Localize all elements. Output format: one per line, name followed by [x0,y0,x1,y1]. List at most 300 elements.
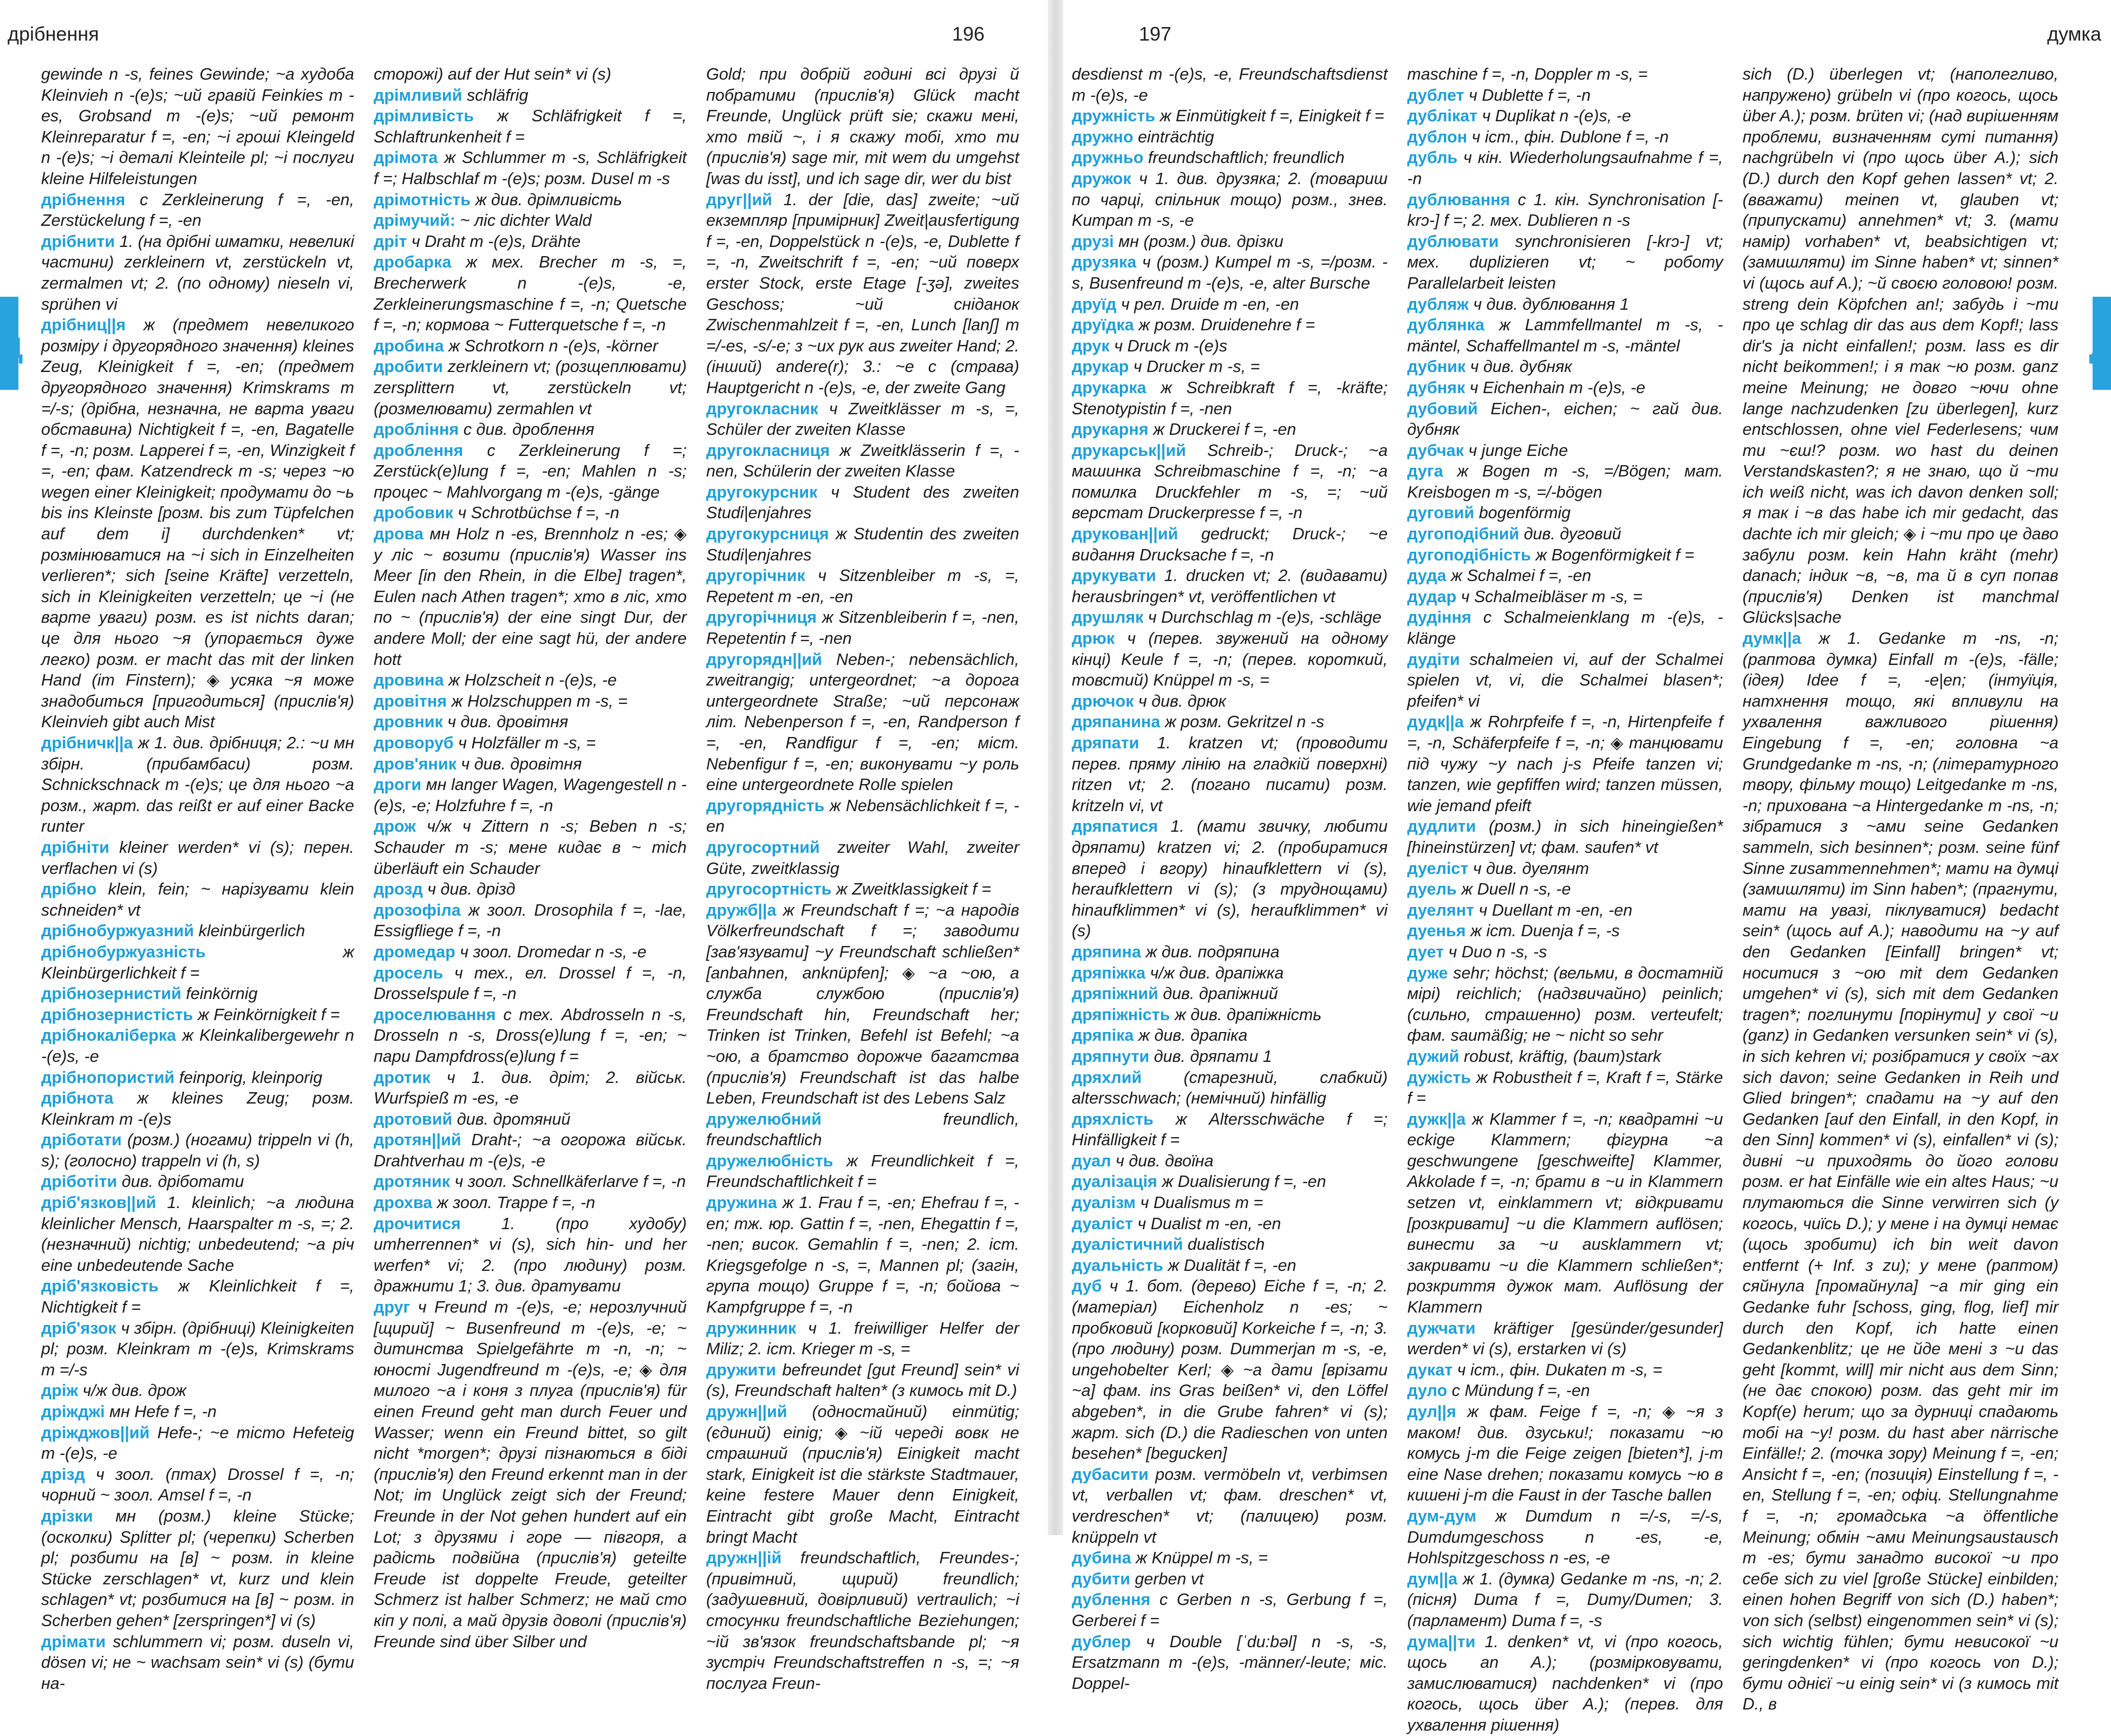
dictionary-entry [1072,168,1387,231]
headword: дубина [1072,1549,1131,1568]
headword: дряпанина [1072,713,1161,732]
definition-text: ч Student des zweiten Studi|enjahres [706,482,1019,523]
entry-continuation [706,64,1019,190]
dictionary-entry [1072,1464,1387,1548]
definition-text: ж Bogenförmigkeit f = [1535,545,1695,564]
headword: дряпати [1072,734,1139,752]
dictionary-entry [41,733,354,837]
dictionary-entry [41,1088,354,1130]
headword: другорядн||ий [706,650,822,669]
definition-text: 1. (про худобу) umherrennen* vi (s), sich hin- und her werfen* vi; 2. (про людину) розм. дражнити 1; 3. див. дратувати [374,1214,687,1296]
dictionary-entry [374,879,687,900]
definition-text: Neben-; nebensächlich, zweitrangig; untergeordnet; ~а дорога untergeordnete Straße; ~ий персонаж літ. Nebenperson f =, -en, Randperson f =, -en, Randfigur f =, -en; міст. Nebenfigur f =, -en; виконувати ~у роль eine untergeordnete Rolle spielen [706,650,1019,794]
entry-continuation [1072,64,1387,106]
dictionary-entry [706,565,1019,607]
definition-text: ч Duplikat n -(e)s, -e [1482,107,1631,126]
definition-text: ч див. дублювання 1 [1473,295,1629,314]
definition-text: ж kleines Zeug; розм. Kleinkram m -(e)s [41,1089,354,1128]
definition-text: robust, kräftig, (baum)stark [1464,1047,1662,1066]
headword: дудіння [1407,608,1471,627]
definition-text: ж Sitzenbleiberin f =, -nen, Repetentin f =, -nen [706,608,1019,648]
definition-text: ж Dualisierung f =, -en [1162,1172,1326,1191]
dictionary-entry [1072,147,1387,168]
definition-text: dualistisch [1187,1235,1265,1254]
dictionary-entry [1072,983,1387,1004]
entry-continuation [41,64,354,190]
headword: дряпатися [1072,817,1158,836]
dictionary-entry [1407,147,1723,189]
definition-text: ч 1. див. друзяка; 2. (товариш по чарці, спільник тощо) розм., знев. Kumpan m -s, -e [1072,169,1388,230]
dictionary-entry [41,1631,354,1694]
headword: дружелюбність [706,1151,833,1170]
headword: дудар [1407,587,1457,606]
dictionary-entry [374,336,687,357]
dictionary-entry [1072,1171,1387,1192]
dictionary-entry [1072,231,1387,252]
dictionary-entry [374,691,687,712]
headword: дряпіка [1072,1026,1134,1045]
headword: дрімотність [374,190,471,209]
headword: дублянка [1407,316,1484,335]
dictionary-entry [1407,1360,1723,1381]
dictionary-entry [706,900,1019,1109]
definition-text: (одностайний) einmütig; (єдиний) einig; ◈ ~ій череді вовк не страшний (прислів'я) Einigkeit macht stark, Einigkeit ist die stärkste Stadtmauer, keine festere Mauer denn Einigkeit, Eintracht gibt große Macht, Eintracht bringt Macht [706,1402,1019,1546]
dictionary-entry [1407,1380,1723,1401]
definition-text: ч Draht т -(e)s, Drähte [411,232,581,251]
definition-text: ч 1. див. дріт; 2. військ. Wurfspieß m -es, -e [374,1068,687,1108]
dictionary-entry [374,356,687,419]
headword: дроблення [374,441,464,460]
headword: дугоподібний [1407,525,1520,544]
dictionary-entry [374,106,687,147]
headword: дроселювання [374,1005,496,1024]
definition-text: 1. denken* vt, vi (про когось, щось an A.); (розмірковувати, замислюватися) nachdenken* vi (про когось, щось über A.); (перев. для ухвалення рішення) [1407,1632,1723,1734]
definition-text: (старезний, слабкий) altersschwach; (немічний) hinfällig [1072,1068,1388,1108]
dictionary-entry [41,1130,354,1171]
definition-text: schläfrig [466,86,529,105]
dictionary-entry [1407,231,1723,294]
definition-text: с Zerkleinerung f =, -en, Zerstückelung f =, -en [41,190,354,230]
definition-text: 1. drucken vt; 2. (видавати) herausbringen* vt, veröffentlichen vt [1072,566,1388,606]
right-column-3 [1742,64,2058,1714]
definition-text: schalmeien vi, auf der Schalmei spielen vt, vi, die Schalmei blasen*; pfeifen* vi [1407,650,1723,710]
dictionary-entry [706,649,1019,795]
dictionary-entry [374,1192,687,1213]
dictionary-entry [706,399,1019,440]
headword: дублювати [1407,232,1499,251]
definition-text: ч Schrotbüchse f =, -n [458,504,620,523]
dictionary-entry [374,942,687,963]
definition-text: Draht-; ~а огорожа військ. Drahtverhau m -(e)s, -e [374,1131,687,1170]
headword: дуалізація [1072,1172,1157,1191]
headword: дромедар [374,942,455,961]
headword: друкарськ||ий [1072,441,1186,460]
definition-text: ж Knüppel m -s, = [1136,1549,1268,1568]
definition-text: ч (розм.) Kumpel т -s, =/розм. -s, Busenfreund т -(e)s, -e, alter Bursche [1072,253,1388,292]
dictionary-entry [706,482,1019,524]
dictionary-entry [1072,1548,1387,1569]
definition-text: ж мех. Brecher m -s, =, Brecherwerk n -(e)s, -e, Zerkleinerungsmaschine f =, -n; Quetsche f =, -n; кормова ~ Futterquetsche f =, -n [374,253,687,335]
headword: друїд [1072,295,1117,314]
headword: друшляк [1072,608,1144,627]
definition-text: freundschaftlich; freundlich [1148,148,1345,167]
dictionary-entry [1407,502,1723,524]
dictionary-entry [1407,565,1723,586]
definition-text: ж Einmütigkeit f =, Einigkeit f = [1159,107,1384,126]
headword: дрібнити [41,232,115,251]
dictionary-entry [1072,1192,1387,1213]
headword: дріжджі [41,1402,105,1421]
headword: дровина [374,671,444,690]
dictionary-entry [706,879,1019,900]
headword: дріт [374,232,407,251]
dictionary-entry [706,837,1019,879]
definition-text: 1. (на дрібні шматки, невеликі частини) zerkleinern vt, zerstückeln vt, zermalmen vt; 2. (по одному) nieseln vi, sprühen vi [41,232,354,314]
dictionary-entry [1407,1401,1723,1506]
definition-text: ж Freundschaft f =; ~а народів Völkerfreundschaft f =; заводити [зав'язувати] ~у Freundschaft schließen* [anbahnen, anknüpfen]; ◈ ~а ~ою, а служба службою (прислів'я) Freundschaft hin, Freundschaft her; Trinken ist Trinken, Befehl ist Befehl; ~а ~ою, а братство дорожче багатства (прислів'я) Freundschaft ist das halbe Leben, Freundschaft ist des Lebens Salz [706,900,1019,1108]
headword: дуелянт [1407,900,1475,919]
definition-text: с Mündung f =, -en [1451,1381,1590,1400]
headword: дрібниц||я [41,316,126,335]
definition-text: 1. kratzen vt; (проводити перев. пряму лінію на гладкій поверхні) ritzen vt; 2. (погано писати) розм. kritzeln vi, vt [1072,734,1388,815]
definition-text: zweiter Wahl, zweiter Güte, zweitklassig [706,838,1019,878]
headword: дуга [1407,462,1443,481]
definition-text: ж див. подряпина [1145,942,1280,961]
dictionary-entry [374,963,687,1004]
dictionary-entry [1072,106,1387,127]
headword: дрож [374,817,416,836]
dictionary-entry [41,1422,354,1464]
headword: дротян||ий [374,1131,461,1150]
headword: дрібнозернистий [41,984,181,1003]
dictionary-entry [1072,1151,1387,1172]
dictionary-entry [1072,1255,1387,1276]
headword: дубляж [1407,295,1469,314]
definition-text: ж Zweitklassigkeit f = [836,880,992,899]
definition-text: ч junge Eiche [1468,441,1568,460]
headword: дугоподібність [1407,545,1531,564]
definition-text: sich (D.) überlegen vt; (наполегливо, напружено) grübeln vi (про когось, щось über A.); розм. brüten vi; (над вирішенням проблеми, визначенням суті питання) nachgrübeln vi (про щось über A.); sich (D.) durch den Kopf gehen lassen* vt; 2. (вважати) meinen vt, glauben vt; (припускати) annehmen* vt; 3. (мати намір) vorhaben* vt, beabsichtigen vt; (замишляти) im Sinne haben* vt; sinnen* vi (щось auf A.); ~й своєю головою! розм. streng dein Köpfchen an!; забудь і ~ти про це schlag dir das aus dem Kopf!; lass dir's ja nicht einfallen!; розм. lass es dir nicht beikommen!; і я так ~ю розм. ganz meine Meinung; не довго ~ючи ohne lange nachzudenken [zu überlegen], kurz entschlossen, ohne viel Federlesens; чим ти ~єш!? розм. wo hast du deinen Verstandskasten?; я не знаю, що й ~ти ich weiß nicht, was ich davon denken soll; я так і ~в das habe ich mir gedacht, das dachte ich mir gleich; ◈ і ~ти про це даво забули розм. kein Hahn kräht (mehr) danach; індик ~в, ~в, та й в суп попав (прислів'я) Denken ist manchmal Glücks|sache [1742,65,2058,627]
right-running-head: думка [2047,23,2101,45]
headword: дуель [1407,880,1457,899]
definition-text: сторожі) auf der Hut sein* vi (s) [374,65,611,83]
dictionary-entry [374,231,687,252]
headword: дружок [1072,169,1131,188]
dictionary-entry [1072,336,1387,357]
headword: другорядність [706,796,825,815]
left-column-1 [41,64,355,1693]
dictionary-entry [1407,1506,1723,1569]
headword: дрібничк||а [41,734,133,752]
definition-text: мн langer Wagen, Wagengestell n -(e)s, -e; Holzfuhre f =, -n [374,775,687,815]
dictionary-entry [374,85,687,106]
dictionary-entry [1407,942,1723,963]
definition-text: ч див. дровітня [461,754,582,773]
headword: дрозд [374,880,423,899]
headword: дряпіжність [1072,1005,1170,1024]
definition-text: ч Druck m -(e)s [1114,336,1228,355]
dictionary-entry [374,502,687,524]
definition-text: kleinbürgerlich [198,922,305,941]
definition-text: ч Durchschlag m -(e)s, -schläge [1148,608,1382,627]
definition-text: 1. kleinlich; ~а людина kleinlicher Mensch, Haarspalter m -s, =; 2. (незначний) nichtig; unbedeutend; ~а річ eine unbedeutende Sache [41,1193,354,1275]
definition-text: с 1. кін. Synchronisation [-krɔ-] f =; 2. мех. Dublieren n -s [1407,190,1723,230]
headword: другосортність [706,880,832,899]
definition-text: ж Schläfrigkeit f =, Schlaftrunkenheit f = [374,107,687,146]
definition-text: розм. vermöbeln vt, verbimsen vt, verballen vt; фам. dreschen* vt, verdreschen* vt; (палицею) розм. knüppeln vt [1072,1465,1388,1546]
headword: дріжджов||ий [41,1423,150,1442]
headword: дубасити [1072,1465,1149,1484]
definition-text: ч Drucker m -s, = [1133,357,1260,376]
definition-text: befreundet [gut Freund] sein* vi (s), Freundschaft halten* (з кимось mit D.) [706,1360,1019,1400]
definition-text: ж Kleinkalibergewehr n -(e)s, -e [41,1026,354,1066]
definition-text: (розм.) in sich hineingießen* [hineinstürzen] vt; фам. saufen* vt [1407,817,1723,857]
headword: друкар [1072,357,1129,376]
definition-text: мн (розм.) kleine Stücke; (осколки) Splitter pl; (черепки) Scherben pl; розбити на [в] ~ розм. in kleine Stücke zerschlagen* vt, kurz und klein schlagen* vt; розбитися на [в] ~ розм. in Scherben gehen* [zerspringen*] vi (s) [41,1506,354,1630]
dictionary-entry [41,1004,354,1026]
dictionary-entry [706,1401,1019,1548]
definition-text: ж 1. (думка) Gedanke m -ns, -n; 2. (пісня) Duma f =, Dumy/Dumen; 3. (парламент) Duma f =, -s [1407,1569,1723,1630]
headword: друк [1072,336,1110,355]
headword: дублон [1407,127,1468,146]
definition-text: ж зоол. Drosophila f =, -lae, Essigfliege f =, -n [374,900,687,941]
headword: дубити [1072,1569,1130,1588]
dictionary-entry [41,1380,354,1401]
headword: дробина [374,336,444,355]
dictionary-entry [41,837,354,879]
definition-text: див. дротяний [457,1110,571,1128]
headword: дул||я [1407,1402,1456,1421]
definition-text: ж 1. Frau f =, -en; Ehefrau f =, -en; тж. юр. Gattin f =, -nen, Ehegattin f =, -nen; висок. Gemahlin f =, -nen; 2. іст. Kriegsgefolge n -s, =, Mannen pl; (загін, група тощо) Gruppe f =, -n; бойова ~ Kampfgruppe f =, -n [706,1193,1019,1317]
dictionary-entry [41,1025,354,1067]
definition-text: ж розм. Gekritzel n -s [1164,713,1325,732]
dictionary-entry [1407,127,1723,148]
headword: дрозофіла [374,900,461,919]
headword: дротовий [374,1110,453,1128]
definition-text: Gold; при добрій годині всі друзі й побратими (прислів'я) Glück macht Freunde, Unglück prüft sie; скажи мені, хто твій ~, і я скажу тобі, хто ти (прислів'я) sage mir, mit wem du umgehst [was du isst], und ich sage dir, wer du bist [706,65,1019,188]
definition-text: ж Schalmei f =, -en [1451,566,1592,585]
dictionary-entry [1072,691,1387,712]
dictionary-entry [1072,1046,1387,1067]
headword: другокласниця [706,441,830,460]
definition-text: klein, fein; ~ нарізувати klein schneiden* vt [41,880,354,919]
headword: дужчати [1407,1319,1476,1337]
dictionary-entry [1407,545,1723,566]
headword: дріб'язков||ий [41,1193,157,1212]
definition-text: ж Dualität f =, -en [1168,1256,1296,1275]
dictionary-entry [706,795,1019,837]
definition-text: maschine f =, -n, Doppler m -s, = [1407,65,1648,83]
dictionary-entry [374,1004,687,1067]
definition-text: ж 1. Gedanke m -ns, -n; (раптова думка) Einfall m -(e)s, -fälle; (ідея) Idee f =, -e|en; (інтуїція, натхнення тощо, які впливули на ухвалення важливого рішення) Eingebung f =, -en; головна ~а Grundgedanke m -ns, -n; (літературного твору, фільму тощо) Leitgedanke m -ns, -n; прихована ~а Hintergedanke т -ns, -n; зібратися з ~ами seine Gedanken sammeln, sich besinnen*; розм. seine fünf Sinne zusammennehmen*; мати на думці (замишляти) im Sinn haben*; (прагнути, мати на увазі, піклуватися) bedacht sein* (щось auf A.); наводити на ~у auf den Gedanken [Einfall] bringen* vt; носитися з ~ою mit dem Gedanken umgehen* vi (s), sich mit dem Gedanken tragen*; поглинути [порінути] у свої ~и (ganz) in Gedanken versunken sein* vi (s), in sich kehren vi; розібратися у своїх ~ах sich davon; seine Gedanken in Reih und Glied bringen*; спадати на ~у auf den Gedanken [auf den Einfall, in den Kopf, in den Sinn] kommen* vi (s), einfallen* vi (s); дивні ~и приходять до його голови розм. er hat Einfälle wie ein altes Haus; ~и плутаються die Sinne verwirren sich (у когось, чиїсь D.); у мене і на думці немає (щось зробити) ich bin weit davon entfernt (+ Inf. з zu); у мене (раптом) сяйнула [промайнула] ~а mir ging ein Gedanke fuhr [schoss, ging, flog, lief] mir durch den Kopf, ich hatte einen Gedankenblitz; це не йде мені з ~и das geht [kommt, will] mir nicht aus dem Sinn; (не дає спокою) розм. das geht mir im Kopf(e) herum; що за дурниці спадають тобі на ~у! розм. du hast aber närrische Einfälle!; 2. (точка зору) Meinung f =, -en; Ansicht f =, -en; (позиція) Einstellung f =, -en, Stellung f =, -en; офіц. Stellungnahme f =, -n; громадська ~а öffentliche Meinung; обмін ~ами Meinungsaustausch m -es; бути занадто високої ~и про себе sich zu viel [große Stücke] einbilden; einen hohen Begriff von sich (D.) haben*; von sich (selbst) eingenommen sein* vi (s); sich wichtig fühlen; бути невисокої ~и geringdenken* vi (про когось von D.); бути однієї ~и einig sein* vi (з кимось mit D., в [1742,629,2058,1714]
dictionary-entry [1072,419,1387,440]
dictionary-entry [706,1192,1019,1318]
dictionary-entry [1072,356,1387,377]
headword: дрімати [41,1632,106,1651]
dictionary-entry [1407,1046,1723,1067]
dictionary-entry [1407,440,1723,461]
headword: дублікат [1407,107,1478,126]
definition-text: ч рел. Druide m -en, -en [1120,295,1299,314]
definition-text: ж Holzscheit n -(e)s, -e [448,671,617,690]
definition-text: ч див. дровітня [447,713,569,732]
dictionary-entry [706,440,1019,482]
definition-text: мн Hefe f =, -n [109,1402,217,1421]
definition-text: ж Schrotkorn n -(e)s, -körner [448,336,659,355]
dictionary-entry [374,1067,687,1109]
headword: дрючок [1072,691,1134,710]
dictionary-entry [1072,607,1387,628]
definition-text: ж Lammfellmantel т -s, -mäntel, Schaffellmantel т -s, -mäntel [1407,316,1723,355]
headword: дрібно [41,880,97,899]
dictionary-entry [374,252,687,335]
headword: дряпина [1072,942,1141,961]
dictionary-entry [1743,628,2058,1715]
definition-text: ч Duo n -s, -s [1448,942,1547,961]
headword: друкарня [1072,420,1149,439]
dictionary-entry [1072,712,1387,733]
dictionary-entry [374,147,687,189]
headword: дума||ти [1407,1632,1476,1651]
right-page-number: 197 [1139,23,1172,45]
definition-text: с Schalmeienklang т -(e)s, -klänge [1407,608,1723,648]
left-columns [41,64,1019,1693]
headword: дробити [374,357,443,376]
headword: другокурсниця [706,525,829,544]
definition-text: Hefe-; ~е тісто Hefeteig m -(e)s, -e [41,1423,354,1463]
dictionary-entry [1072,1569,1387,1590]
dictionary-entry [1072,1589,1387,1631]
dictionary-entry [706,1548,1019,1694]
headword: дубчак [1407,441,1464,460]
definition-text: ч зоол. (птах) Drossel f =, -n; чорний ~ зоол. Amsel f =, -n [41,1465,354,1505]
dictionary-entry [1072,963,1387,984]
definition-text: ч іст., фін. Dublone f =, -n [1471,127,1669,146]
dictionary-entry [706,1109,1019,1151]
headword: дряпіжний [1072,984,1158,1003]
headword: дроворуб [374,734,454,752]
headword: дрібнота [41,1089,114,1108]
definition-text: ж Nebensächlichkeit f =, -en [706,796,1019,836]
left-column-2 [374,64,687,1651]
headword: дрохва [374,1193,433,1212]
headword: дряхлий [1072,1068,1142,1087]
definition-text: ч зоол. Schnellkäferlarve f =, -n [454,1172,686,1191]
definition-text: ч зоол. Dromedar n -s, -e [460,942,647,961]
dictionary-entry [1072,252,1387,293]
definition-text: ч 1. бот. (дерево) Eiche f =, -n; 2. (матеріал) Eichenholz n -es; ~ пробковий [корковий] Korkeiche f =, -n; 3. (про людину) розм. Dummerjan m -s, -e, ungehobelter Kerl; ◈ ~а дати [врізати ~а] фам. ins Gras beißen* vi, den Löffel abgeben*, in die Grube fahren* vi (s); жарт. sich (D.) die Radieschen von unten besehen* [begucken] [1072,1277,1388,1463]
headword: дубль [1407,148,1458,167]
entry-continuation [1743,64,2058,628]
dictionary-entry [1407,816,1723,858]
definition-text: ж Klammer f =, -n; квадратні ~и eckige Klammern; фігурна ~а geschwungene [geschweifte] Klammer, Akkolade f =, -n; брати в ~и in Klammern setzen vt, einklammern vt; відкривати [розкривати] ~и die Klammern auflösen; винести за ~и ausklammern vt; закривати ~и die Klammern schließen*; розкриття дужок мат. Auflösung der Klammern [1407,1110,1723,1317]
definition-text: ж розм. Druidenehre f = [1138,316,1315,335]
dictionary-entry [1407,85,1723,106]
headword: дрімучий: [374,211,455,230]
definition-text: (розм.) (ногами) trippeln vi (h, s); (голосно) trappeln vi (h, s) [41,1131,354,1170]
headword: дружити [706,1360,776,1379]
left-thumb-letter: Д [2,332,23,364]
headword: дует [1407,942,1444,961]
definition-text: ж Dumdum n =/-s, =/-s, Dumdumgeschoss n -es, -e, Hohlspitzgeschoss n -es, -e [1407,1506,1723,1568]
definition-text: с Gerben n -s, Gerbung f =, Gerberei f = [1072,1590,1388,1630]
definition-text: zerkleinern vt; (розщеплювати) zersplittern vt, zerstückeln vt; (розмелювати) zermahlen vt [374,357,687,418]
headword: дуал [1072,1151,1111,1170]
definition-text: desdienst m -(e)s, -e, Freundschaftsdienst m -(e)s, -e [1072,65,1388,105]
dictionary-entry [1072,1067,1387,1109]
definition-text: kleiner werden* vi (s); перен. verflachen vi (s) [41,838,354,878]
dictionary-entry [1072,628,1387,691]
definition-text: ч Dualismus m = [1140,1193,1263,1212]
dictionary-entry [1407,399,1723,440]
headword: дукат [1407,1360,1453,1379]
headword: дрібніти [41,838,109,857]
dictionary-entry [41,983,354,1004]
headword: дуалізм [1072,1193,1136,1212]
headword: дружинник [706,1319,797,1337]
left-column-3 [706,64,1019,1693]
left-page-number: 196 [952,23,985,45]
headword: другокласник [706,399,818,418]
definition-text: мн (розм.) див. дрізки [1118,232,1283,251]
headword: дужк||а [1407,1110,1466,1128]
dictionary-entry [374,1297,687,1652]
definition-text: schlummern vi; розм. duseln vi, dösen vi; не ~ wachsam sein* vi (s) (бути на- [41,1632,355,1693]
dictionary-entry [1072,565,1387,607]
dictionary-entry [1407,858,1723,879]
headword: дрібнобуржуазність [41,942,206,961]
definition-text: ч/ж див. дрож [82,1381,187,1400]
headword: дробовик [374,504,453,523]
dictionary-entry [41,231,354,315]
dictionary-entry [1407,712,1723,816]
headword: дуб [1072,1277,1102,1296]
dictionary-entry [706,190,1019,399]
dictionary-entry [41,1192,354,1276]
headword: дуда [1407,566,1447,585]
headword: дріб'язковість [41,1277,159,1296]
dictionary-entry [374,670,687,691]
definition-text: ч збірн. (дрібниці) Kleinigkeiten pl; розм. Kleinkram m -(e)s, Krimskrams m =/-s [41,1319,354,1379]
dictionary-entry [41,879,354,921]
dictionary-entry [374,816,687,879]
right-page [1063,0,2111,1734]
definition-text: див. дряпати 1 [1154,1047,1272,1066]
definition-text: ж Rohrpfeife f =, -n, Hirtenpfeife f =, -n, Schäferpfeife f =, -n; ◈ танцювати під чужу ~у nach j-s Pfeife tanzen vi; tanzen, wie gepfiffen wird; tanzen müssen, wie jemand pfeift [1407,713,1723,815]
definition-text: ч Holzfäller т -s, = [458,734,596,752]
headword: дружн||ий [706,1402,787,1421]
definition-text: ж Kleinlichkeit f =, Nichtigkeit f = [41,1277,354,1317]
definition-text: ч (перев. звужений на одному кінці) Keule f =, -n; (перев. короткий, товстий) Knüppel m -s, = [1072,629,1388,690]
definition-text: ж Zweitklässerin f =, -nen, Schülerin der zweiten Klasse [706,441,1019,481]
headword: дружність [1072,107,1156,126]
dictionary-entry [41,1318,354,1381]
headword: дріб'язок [41,1319,116,1337]
definition-text: ж (предмет невеликого розміру і другорядного значення) kleines Zeug, Kleinigkeit f =, -en; (предмет другорядного значення) Krimskrams m =/-s; (дрібна, незначна, не варта уваги обставина) Nichtigkeit f =, -en, Bagatelle f =, -n; розм. Lapperei f =, -en, Winzigkeit f =, -en; фам. Katzendreck m -s; через ~ю wegen einer Kleinigkeit; продумати до ~ь bis ins Kleinste [розм. bis zum Tüpfelchen auf dem i] durchdenken* vt; розмінюватися на ~і sich in Einzelheiten verlieren*; sich [seine Kräfte] verzetteln, sich in Kleinigkeiten verzetteln; це ~і (не варте уваги) розм. es ist nichts daran; це для нього ~я (упорається дуже легко) розм. er macht das mit der linken Hand (im Finstern); ◈ усяка ~я може знадобиться [пригодиться] (прислів'я) Kleinvieh gibt auch Mist [41,316,354,732]
dictionary-entry [1407,1067,1723,1109]
definition-text: с див. дроблення [463,420,595,439]
dictionary-entry [706,1151,1019,1192]
headword: дросель [374,963,444,982]
left-running-head: дрібнення [8,23,99,45]
definition-text: ж див. дрімливість [475,190,622,209]
headword: дрізд [41,1465,85,1484]
dictionary-entry [1072,816,1387,942]
definition-text: ч див. дрюк [1138,691,1227,710]
headword: друкувати [1072,566,1156,585]
headword: дровник [374,713,443,732]
headword: дротяник [374,1172,451,1191]
